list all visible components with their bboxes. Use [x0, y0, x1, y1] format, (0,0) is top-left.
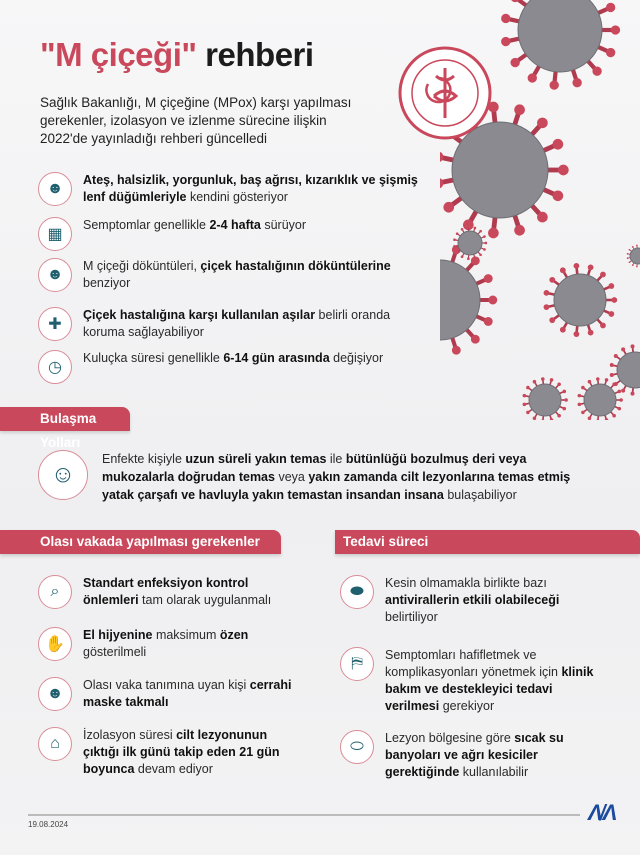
item-text — [83, 258, 423, 292]
virus-particle — [523, 377, 568, 420]
bold-text: yakın zamanda cilt lezyonlarına temas etmiş yatak çarşafı ve havluyla yakın temastan insandan insana — [102, 470, 571, 502]
text: Olası vaka tanımına uyan kişi — [83, 678, 250, 692]
virus-particle — [501, 0, 620, 90]
list-item — [38, 217, 423, 251]
virus-particle — [627, 245, 640, 268]
text: Enfekte kişiyle — [102, 452, 186, 466]
virus-particle — [544, 263, 618, 337]
home-21-days-icon: ⌂ — [38, 727, 72, 761]
item-text — [83, 217, 423, 234]
hospital-bed-icon: ⛿ — [340, 647, 374, 681]
clock-icon: ◷ — [38, 350, 72, 384]
text: belirtiliyor — [385, 610, 438, 624]
bold-text: antivirallerin etkili olabileceği — [385, 593, 560, 607]
vaccine-icon: ✚ — [38, 307, 72, 341]
item-text — [83, 575, 293, 609]
text: tam olarak uygulanmalı — [138, 593, 272, 607]
text: Semptomları hafifletmek ve komplikasyonları yönetmek için — [385, 648, 562, 679]
calendar-icon: ▦ — [38, 217, 72, 251]
subtitle: Sağlık Bakanlığı, M çiçeğine (MPox) karşı yapılması gerekenler, izolasyon ve izlenme sürecine ilişkin 2022'de yayınladığı rehberi güncelledi — [40, 95, 352, 146]
page-title: "M çiçeği" rehberi — [40, 36, 314, 73]
bold-text: El hijyenine — [83, 628, 153, 642]
item-text — [83, 307, 423, 341]
text: Lezyon bölgesine göre — [385, 731, 515, 745]
text: Kesin olmamakla birlikte bazı — [385, 576, 547, 590]
list-item — [340, 730, 610, 781]
bold-text: 2-4 hafta — [209, 218, 261, 232]
list-item — [38, 258, 423, 292]
text: maksimum — [152, 628, 220, 642]
list-item — [38, 677, 293, 711]
text: M çiçeği döküntüleri, — [83, 259, 201, 273]
text: İzolasyon süresi — [83, 728, 177, 742]
text: kendini gösteriyor — [186, 190, 288, 204]
footer-divider — [28, 814, 580, 816]
bold-text: cerrahi maske takmalı — [83, 678, 292, 709]
section-header-actions: Olası vakada yapılması gerekenler — [0, 530, 281, 554]
section-header-transmission: Bulaşma Yolları — [0, 407, 130, 431]
text: devam ediyor — [134, 762, 213, 776]
virus-particle — [453, 226, 487, 260]
text: Kuluçka süresi genellikle — [83, 351, 224, 365]
bold-text: Çiçek hastalığına karşı kullanılan aşılar — [83, 308, 316, 322]
list-item — [38, 727, 293, 778]
text: sürüyor — [260, 218, 307, 232]
virus-particle — [610, 344, 640, 395]
item-text — [83, 677, 293, 711]
bold-text: çiçek hastalığının döküntülerine — [200, 259, 391, 273]
bold-text: Ateş, halsizlik, yorgunluk, baş ağrısı, kızarıklık ve şişmiş lenf düğümleriyle — [83, 173, 418, 204]
touching-face-icon: ☺ — [38, 450, 88, 500]
text: gösterilmeli — [83, 645, 147, 659]
virus-particle — [440, 243, 497, 357]
bold-text: bütünlüğü bozulmuş deri veya mukozalarla doğrudan temas — [102, 452, 527, 484]
section-header-treatment: Tedavi süreci — [335, 530, 640, 554]
rash-person-icon: ☻ — [38, 258, 72, 292]
item-text — [83, 727, 293, 778]
bold-text: özen — [219, 628, 249, 642]
text: değişiyor — [329, 351, 384, 365]
item-text — [83, 172, 423, 206]
bold-text: 6-14 gün arasında — [223, 351, 330, 365]
transmission-text — [102, 450, 582, 504]
list-item — [38, 627, 293, 661]
item-text — [83, 627, 293, 661]
bold-text: Standart enfeksiyon kontrol önlemleri — [83, 576, 249, 607]
aa-logo: Λ̸Λ — [588, 800, 618, 825]
item-text — [83, 350, 423, 367]
text: belirli oranda koruma sağlayabiliyor — [83, 308, 391, 339]
text: bulaşabiliyor — [443, 488, 517, 502]
date: 19.08.2024 — [28, 820, 69, 829]
list-item — [38, 350, 423, 384]
ministry-of-health-logo — [398, 46, 492, 140]
magnifier-virus-icon: ⌕ — [38, 575, 72, 609]
mask-person-icon: ☻ — [38, 677, 72, 711]
text: Semptomlar genellikle — [83, 218, 210, 232]
list-item — [38, 307, 423, 341]
list-item — [38, 575, 293, 609]
transmission-item — [38, 450, 582, 504]
text: benziyor — [83, 276, 131, 290]
bold-text: klinik bakım ve destekleyici tedavi verilmesi — [385, 665, 594, 713]
bold-text: cilt lezyonunun çıktığı ilk günü takip eden 21 gün boyunca — [83, 728, 280, 776]
list-item — [340, 575, 610, 626]
fever-person-icon: ☻ — [38, 172, 72, 206]
bold-text: sıcak su banyoları ve ağrı kesiciler gerektiğinde — [385, 731, 564, 779]
item-text — [385, 730, 610, 781]
hand-washing-icon: ✋ — [38, 627, 72, 661]
list-item — [38, 172, 423, 206]
list-item — [340, 647, 610, 715]
text: veya — [274, 470, 309, 484]
bold-text: uzun süreli yakın temas — [185, 452, 327, 466]
item-text — [385, 647, 610, 715]
text: ile — [326, 452, 346, 466]
item-text — [385, 575, 610, 626]
capsule-icon: ⬭ — [340, 730, 374, 764]
text: gerekiyor — [439, 699, 495, 713]
text: kullanılabilir — [459, 765, 529, 779]
pills-icon: ⬬ — [340, 575, 374, 609]
